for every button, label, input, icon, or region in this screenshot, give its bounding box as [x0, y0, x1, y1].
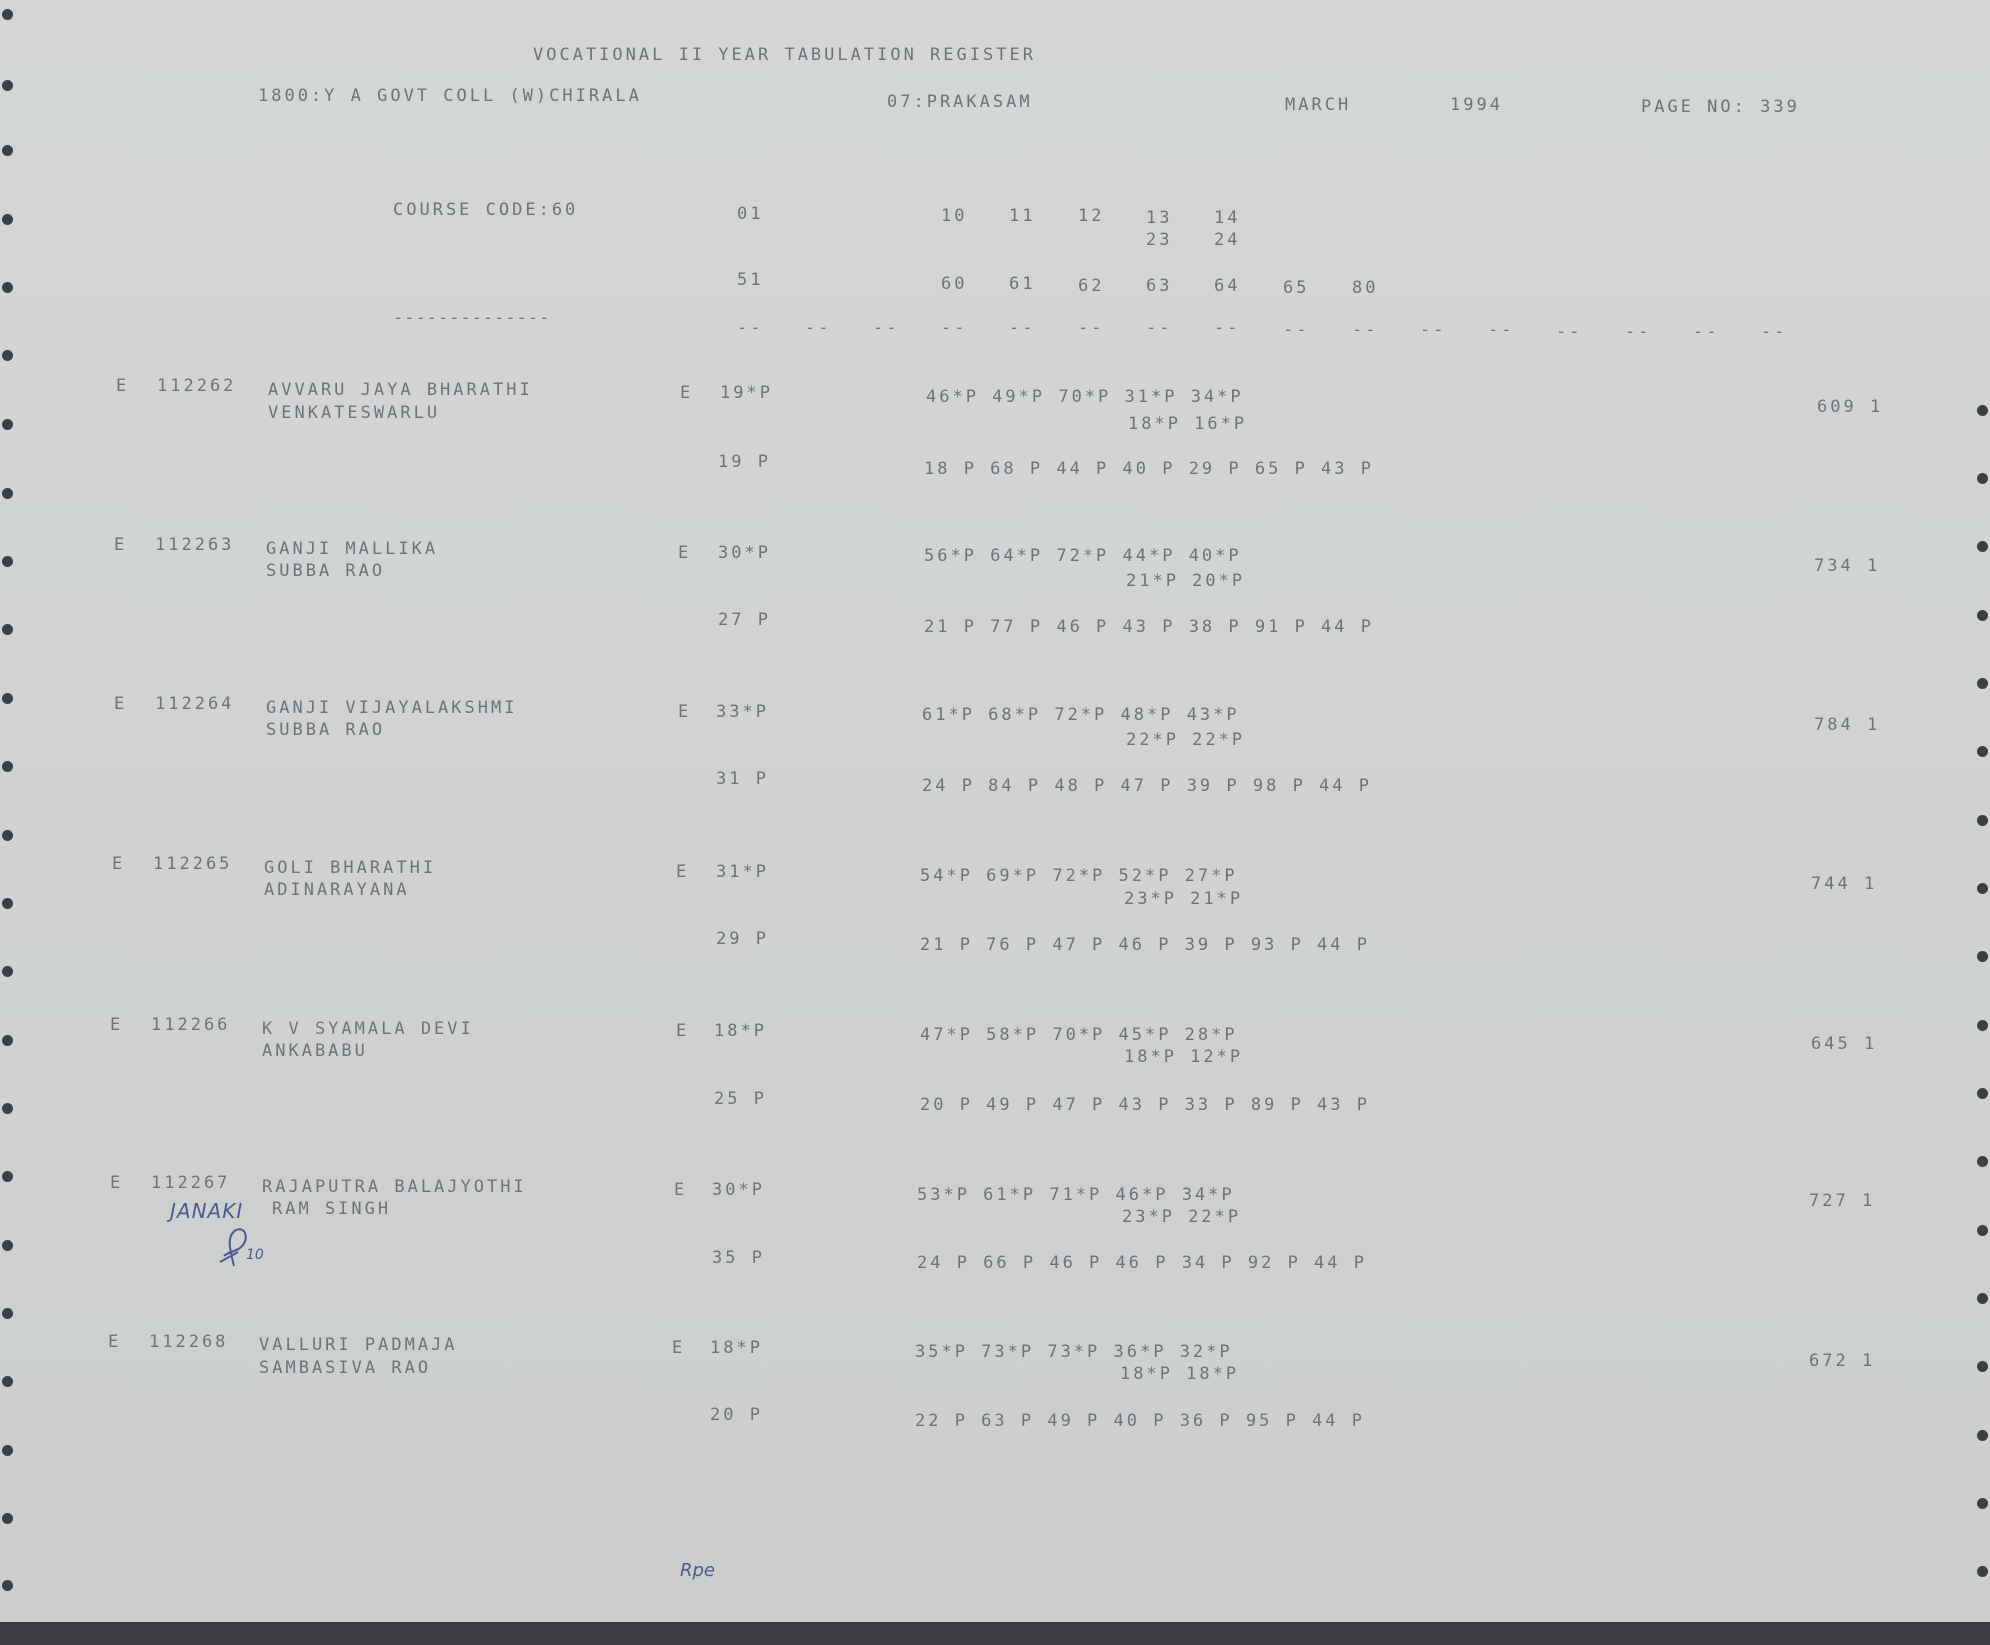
feed-hole	[1977, 1361, 1988, 1372]
feed-hole	[2, 556, 13, 567]
roll-number: 112263	[155, 535, 235, 555]
medium: E	[674, 1180, 688, 1200]
column-dash: --	[1352, 320, 1379, 340]
subject-marks: 18 P 68 P 44 P 40 P 29 P 65 P 43 P	[924, 459, 1374, 479]
subject-marks: 18*P 18*P	[1120, 1364, 1240, 1384]
subject-marks: 21 P 76 P 47 P 46 P 39 P 93 P 44 P	[920, 935, 1370, 955]
subject-marks: 35*P 73*P 73*P 36*P 32*P	[915, 1342, 1233, 1362]
feed-hole	[2, 214, 13, 225]
roll-number: 112268	[149, 1332, 229, 1352]
total-result: 672 1	[1809, 1351, 1876, 1371]
language-mark: 25 P	[714, 1089, 767, 1109]
column-dash: --	[1078, 318, 1105, 338]
column-code: 14	[1214, 208, 1241, 228]
column-dash: --	[941, 318, 968, 338]
feed-hole	[1977, 883, 1988, 894]
language-mark: 29 P	[716, 929, 769, 949]
student-name: AVVARU JAYA BHARATHI	[268, 380, 533, 400]
feed-hole	[2, 1035, 13, 1046]
feed-hole	[1977, 746, 1988, 757]
column-code: 80	[1352, 278, 1379, 298]
feed-hole	[2, 488, 13, 499]
subject-marks: 22 P 63 P 49 P 40 P 36 P 95 P 44 P	[915, 1411, 1365, 1431]
student-name: RAJAPUTRA BALAJYOTHI	[262, 1177, 527, 1197]
column-code: 12	[1078, 206, 1105, 226]
roll-number: 112266	[151, 1015, 231, 1035]
feed-hole	[2, 282, 13, 293]
subject-marks: 21*P 20*P	[1126, 571, 1246, 591]
language-mark: 18*P	[710, 1338, 763, 1358]
subject-marks: 21 P 77 P 46 P 43 P 38 P 91 P 44 P	[924, 617, 1374, 637]
column-code: 63	[1146, 276, 1173, 296]
father-name: SAMBASIVA RAO	[259, 1358, 432, 1378]
feed-hole	[1977, 610, 1988, 621]
roll-number: 112262	[157, 376, 237, 396]
signature-mark	[206, 1222, 276, 1272]
feed-hole	[2, 761, 13, 772]
feed-hole	[1977, 405, 1988, 416]
column-code: 11	[1009, 206, 1036, 226]
student-name: GANJI VIJAYALAKSHMI	[266, 698, 518, 718]
feed-hole	[2, 1240, 13, 1251]
feed-hole	[2, 624, 13, 635]
language-mark: 35 P	[712, 1248, 765, 1268]
father-name: VENKATESWARLU	[268, 403, 441, 423]
column-code: 24	[1214, 230, 1241, 250]
subject-marks: 20 P 49 P 47 P 43 P 33 P 89 P 43 P	[920, 1095, 1370, 1115]
subject-marks: 56*P 64*P 72*P 44*P 40*P	[924, 546, 1242, 566]
student-name: K V SYAMALA DEVI	[262, 1019, 474, 1039]
feed-hole	[2, 145, 13, 156]
feed-hole	[1977, 541, 1988, 552]
record-prefix: E	[110, 1015, 124, 1035]
footer-initials: Rpe	[680, 1560, 716, 1581]
header-underline: --------------	[393, 308, 551, 328]
column-code: 01	[737, 204, 764, 224]
roll-number: 112265	[153, 854, 233, 874]
column-dash: --	[1214, 318, 1241, 338]
total-result: 645 1	[1811, 1034, 1878, 1054]
language-mark: 27 P	[718, 610, 771, 630]
feed-hole	[2, 830, 13, 841]
column-dash: --	[1283, 320, 1310, 340]
father-name: ANKABABU	[262, 1041, 368, 1061]
column-code: 61	[1009, 274, 1036, 294]
column-dash: --	[873, 318, 900, 338]
column-dash: --	[1488, 320, 1515, 340]
column-code: 23	[1146, 230, 1173, 250]
total-result: 727 1	[1809, 1191, 1876, 1211]
column-dash: --	[737, 318, 764, 338]
column-code: 60	[941, 274, 968, 294]
medium: E	[676, 862, 690, 882]
student-name: VALLURI PADMAJA	[259, 1335, 458, 1355]
column-dash: --	[1625, 322, 1652, 342]
student-name: GANJI MALLIKA	[266, 539, 439, 559]
father-name: SUBBA RAO	[266, 720, 386, 740]
language-mark: 31 P	[716, 769, 769, 789]
language-mark: 19*P	[720, 383, 773, 403]
language-mark: 33*P	[716, 702, 769, 722]
feed-hole	[1977, 815, 1988, 826]
course-code: COURSE CODE:60	[393, 200, 579, 220]
column-dash: --	[1761, 322, 1788, 342]
college-name: 1800:Y A GOVT COLL (W)CHIRALA	[258, 86, 642, 106]
column-dash: --	[1556, 322, 1583, 342]
feed-hole	[1977, 1566, 1988, 1577]
roll-number: 112264	[155, 694, 235, 714]
feed-hole	[1977, 1088, 1988, 1099]
record-prefix: E	[108, 1332, 122, 1352]
feed-hole	[2, 419, 13, 430]
feed-hole	[1977, 678, 1988, 689]
total-result: 744 1	[1811, 874, 1878, 894]
column-dash: --	[1420, 320, 1447, 340]
subject-marks: 61*P 68*P 72*P 48*P 43*P	[922, 705, 1240, 725]
language-mark: 30*P	[718, 543, 771, 563]
subject-marks: 23*P 21*P	[1124, 889, 1244, 909]
column-dash: --	[1146, 318, 1173, 338]
subject-marks: 46*P 49*P 70*P 31*P 34*P	[926, 387, 1244, 407]
medium: E	[678, 543, 692, 563]
feed-hole	[2, 1513, 13, 1524]
total-result: 734 1	[1814, 556, 1881, 576]
feed-hole	[2, 1376, 13, 1387]
feed-hole	[1977, 473, 1988, 484]
feed-hole	[1977, 1020, 1988, 1031]
scan-bottom-edge	[0, 1622, 1990, 1645]
father-name: ADINARAYANA	[264, 880, 410, 900]
record-prefix: E	[114, 694, 128, 714]
column-code: 62	[1078, 276, 1105, 296]
signature-date: 10	[246, 1247, 264, 1263]
feed-hole	[1977, 1156, 1988, 1167]
total-result: 609 1	[1817, 397, 1884, 417]
feed-hole	[1977, 1225, 1988, 1236]
record-prefix: E	[114, 535, 128, 555]
language-mark: 18*P	[714, 1021, 767, 1041]
feed-hole	[1977, 1430, 1988, 1441]
medium: E	[672, 1338, 686, 1358]
language-mark: 20 P	[710, 1405, 763, 1425]
language-mark: 19 P	[718, 452, 771, 472]
medium: E	[676, 1021, 690, 1041]
column-dash: --	[805, 318, 832, 338]
column-code: 65	[1283, 278, 1310, 298]
column-code: 10	[941, 206, 968, 226]
medium: E	[680, 383, 694, 403]
father-name: SUBBA RAO	[266, 561, 386, 581]
feed-hole	[1977, 1293, 1988, 1304]
subject-marks: 18*P 12*P	[1124, 1047, 1244, 1067]
feed-hole	[2, 350, 13, 361]
father-name: RAM SINGH	[272, 1199, 392, 1219]
student-name: GOLI BHARATHI	[264, 858, 437, 878]
feed-hole	[2, 1308, 13, 1319]
language-mark: 30*P	[712, 1180, 765, 1200]
subject-marks: 24 P 84 P 48 P 47 P 39 P 98 P 44 P	[922, 776, 1372, 796]
handwritten-name: JANAKI	[170, 1199, 244, 1223]
subject-marks: 54*P 69*P 72*P 52*P 27*P	[920, 866, 1238, 886]
record-prefix: E	[112, 854, 126, 874]
register-title: VOCATIONAL II YEAR TABULATION REGISTER	[533, 45, 1036, 65]
record-prefix: E	[116, 376, 130, 396]
exam-month: MARCH	[1285, 95, 1352, 115]
feed-hole	[2, 80, 13, 91]
feed-hole	[2, 1103, 13, 1114]
column-code: 13	[1146, 208, 1173, 228]
district-name: 07:PRAKASAM	[887, 92, 1033, 112]
record-prefix: E	[110, 1173, 124, 1193]
subject-marks: 23*P 22*P	[1122, 1207, 1242, 1227]
subject-marks: 24 P 66 P 46 P 46 P 34 P 92 P 44 P	[917, 1253, 1367, 1273]
column-code: 51	[737, 270, 764, 290]
feed-hole	[2, 1171, 13, 1182]
column-code: 64	[1214, 276, 1241, 296]
feed-hole	[2, 9, 13, 20]
exam-year: 1994	[1450, 95, 1503, 115]
subject-marks: 47*P 58*P 70*P 45*P 28*P	[920, 1025, 1238, 1045]
feed-hole	[2, 898, 13, 909]
feed-hole	[2, 1445, 13, 1456]
feed-hole	[2, 1580, 13, 1591]
column-dash: --	[1009, 318, 1036, 338]
language-mark: 31*P	[716, 862, 769, 882]
roll-number: 112267	[151, 1173, 231, 1193]
feed-hole	[1977, 951, 1988, 962]
column-dash: --	[1693, 322, 1720, 342]
feed-hole	[2, 966, 13, 977]
page-number: PAGE NO: 339	[1641, 97, 1800, 117]
subject-marks: 18*P 16*P	[1128, 414, 1248, 434]
feed-hole	[2, 693, 13, 704]
total-result: 784 1	[1814, 715, 1881, 735]
medium: E	[678, 702, 692, 722]
feed-hole	[1977, 1498, 1988, 1509]
subject-marks: 53*P 61*P 71*P 46*P 34*P	[917, 1185, 1235, 1205]
subject-marks: 22*P 22*P	[1126, 730, 1246, 750]
